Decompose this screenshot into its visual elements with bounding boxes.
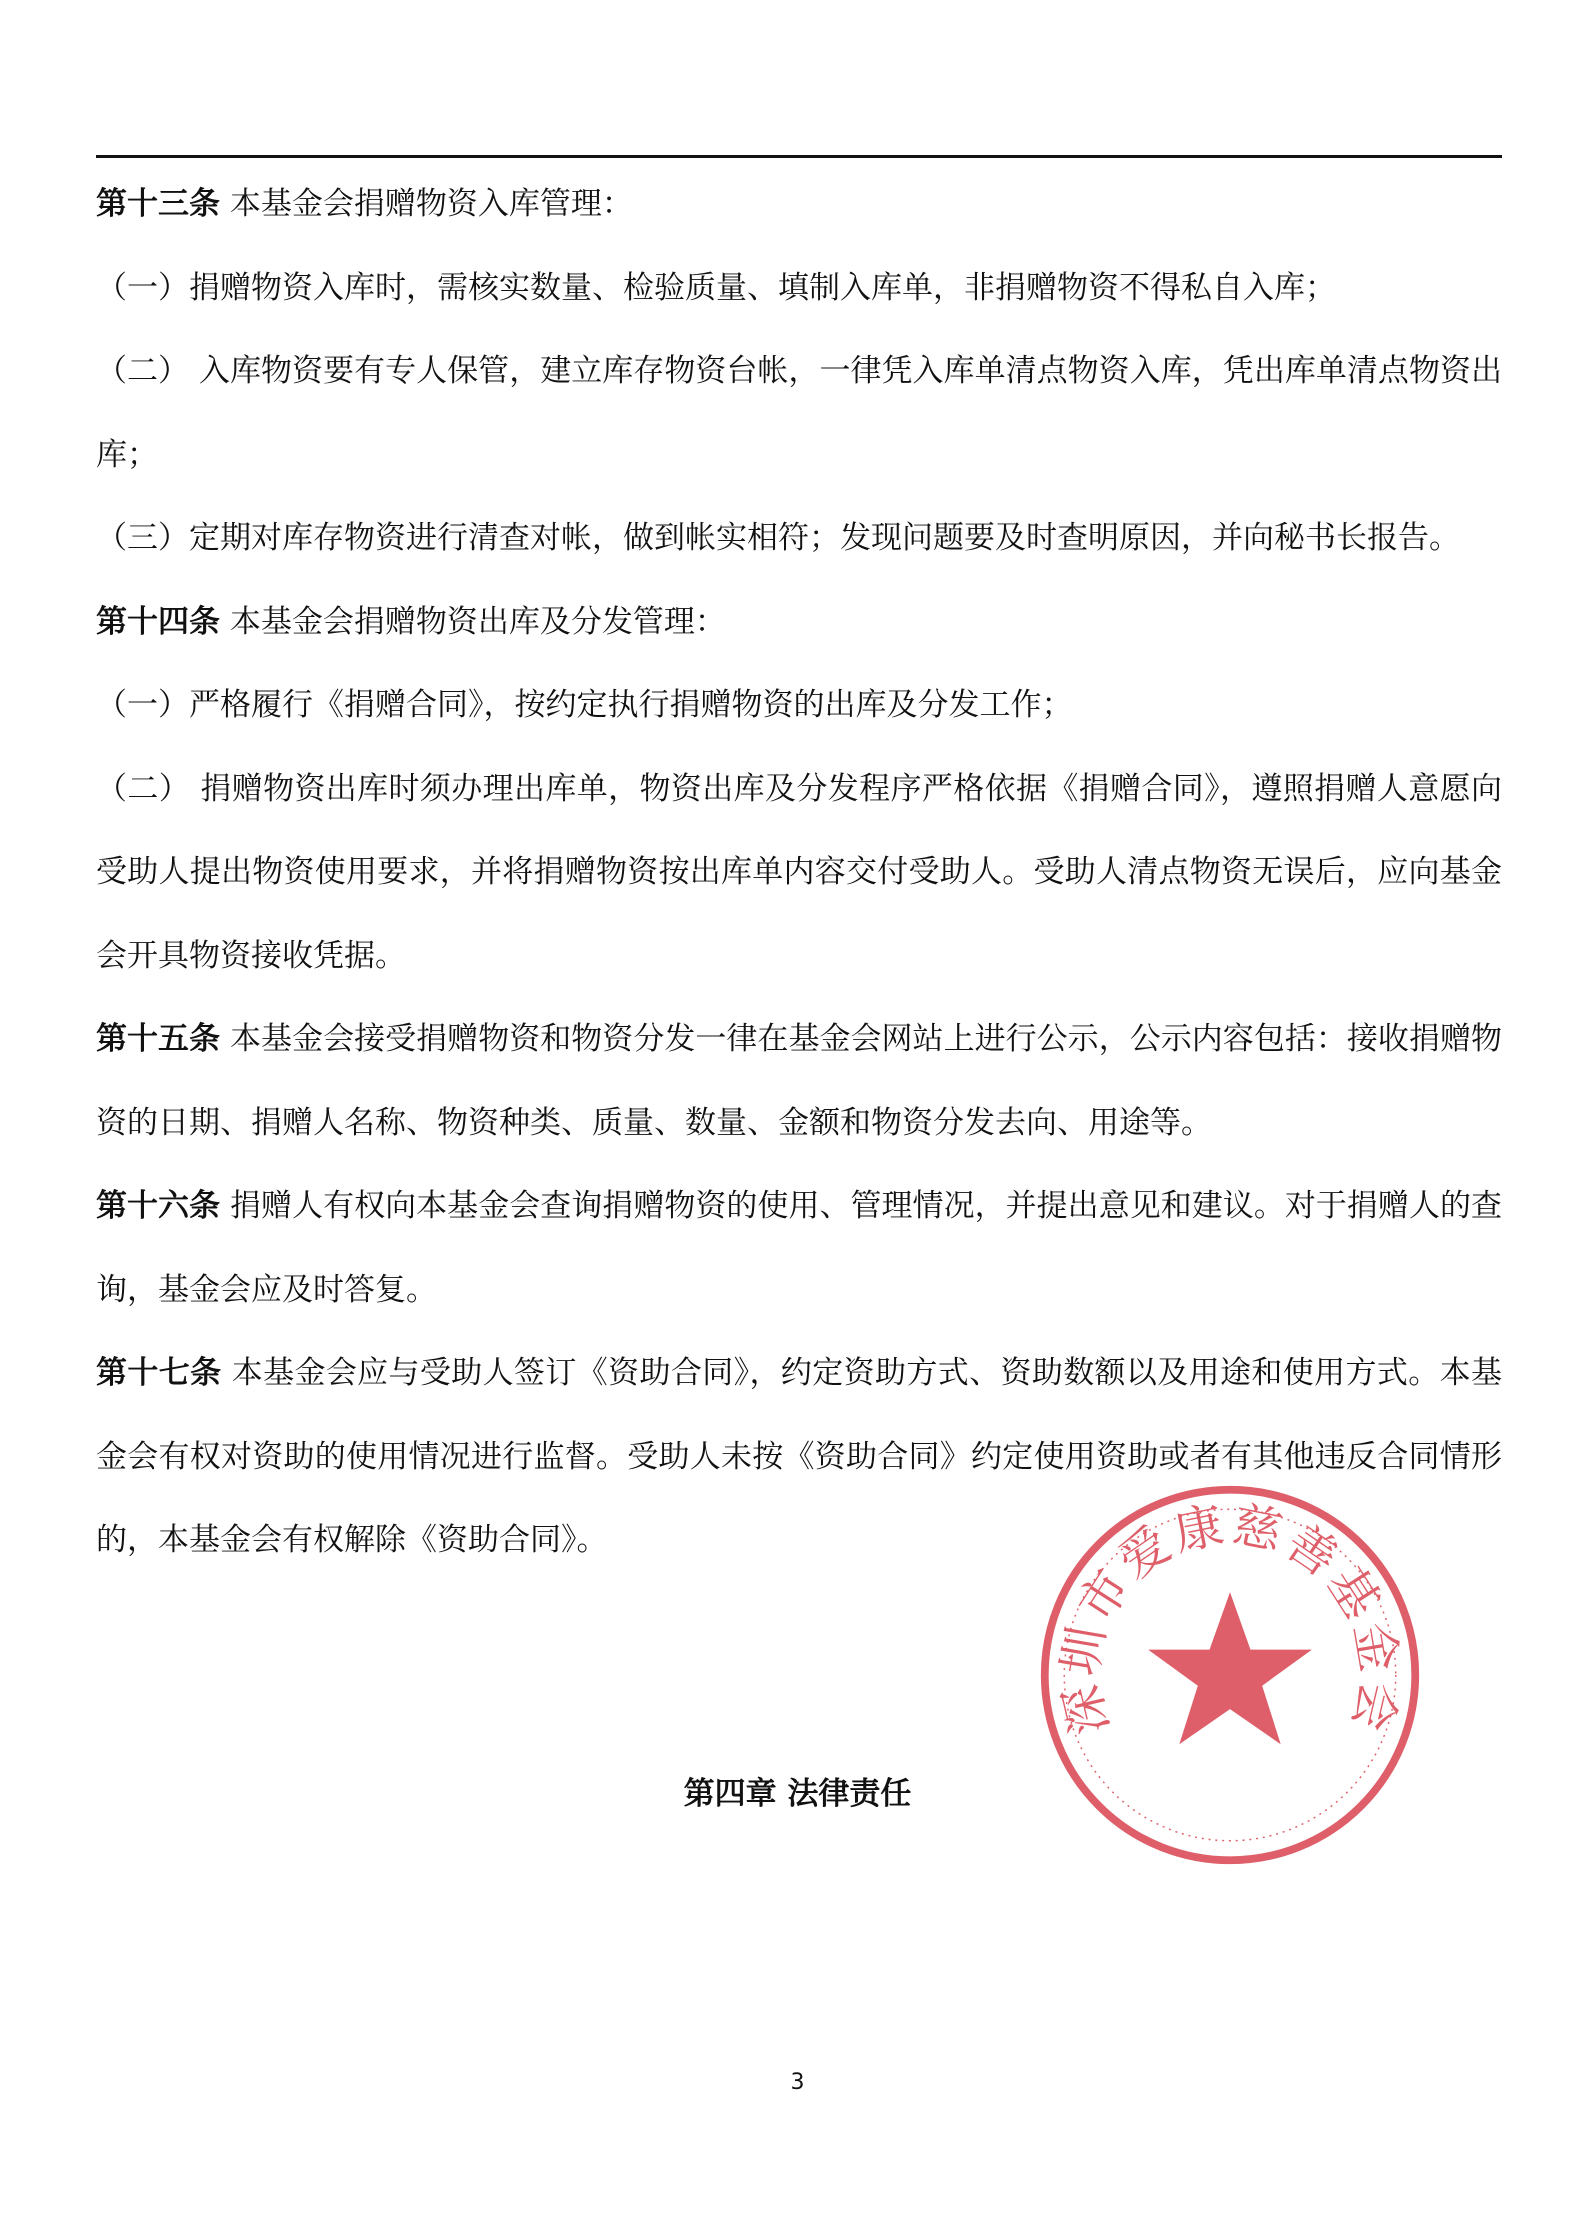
article-17: 第十七条 本基金会应与受助人签订《资助合同》，约定资助方式、资助数额以及用途和使用方式。本基金会有权对资助的使用情况进行监督。受助人未按《资助合同》约定使用资助或者有其他违反合同情形的，本基金会有权解除《资助合同》。 <box>96 1355 1502 1558</box>
official-seal <box>1035 1480 1425 1870</box>
chapter-title: 第四章 法律责任 <box>683 1776 912 1812</box>
article-13-item-1: （一）捐赠物资入库时，需核实数量、检验质量、填制入库单，非捐赠物资不得私自入库； <box>96 269 1336 306</box>
article-13-item-3: （三）定期对库存物资进行清查对帐，做到帐实相符；发现问题要及时查明原因，并向秘书长报告。 <box>96 520 1460 556</box>
article-16: 第十六条 捐赠人有权向本基金会查询捐赠物资的使用、管理情况，并提出意见和建议。对于捐赠人的查询，基金会应及时答复。 <box>96 1188 1502 1308</box>
article-14: 第十四条 本基金会捐赠物资出库及分发管理： <box>96 603 726 640</box>
article-14-item-2: （二） 捐赠物资出库时须办理出库单，物资出库及分发程序严格依据《捐赠合同》，遵照捐赠人意愿向受助人提出物资使用要求，并将捐赠物资按出库单内容交付受助人。受助人清点物资无误后，应向基金会开具物资接收凭据。 <box>96 770 1502 974</box>
article-13: 第十三条 本基金会捐赠物资入库管理： <box>96 186 633 222</box>
article-14-item-1: （一）严格履行《捐赠合同》，按约定执行捐赠物资的出库及分发工作； <box>96 687 1073 723</box>
seal-text: 深圳市爱康慈善基金会 <box>1052 1496 1408 1740</box>
page-number: 3 <box>790 2070 805 2095</box>
document-body <box>96 163 1502 1583</box>
seal-star-icon <box>1148 1592 1312 1744</box>
article-15: 第十五条 本基金会接受捐赠物资和物资分发一律在基金会网站上进行公示，公示内容包括：接收捐赠物资的日期、捐赠人名称、物资种类、质量、数量、金额和物资分发去向、用途等。 <box>96 1021 1502 1141</box>
article-13-item-2: （二） 入库物资要有专人保管，建立库存物资台帐，一律凭入库单清点物资入库，凭出库单清点物资出库； <box>96 353 1502 473</box>
header-rule <box>96 155 1502 158</box>
